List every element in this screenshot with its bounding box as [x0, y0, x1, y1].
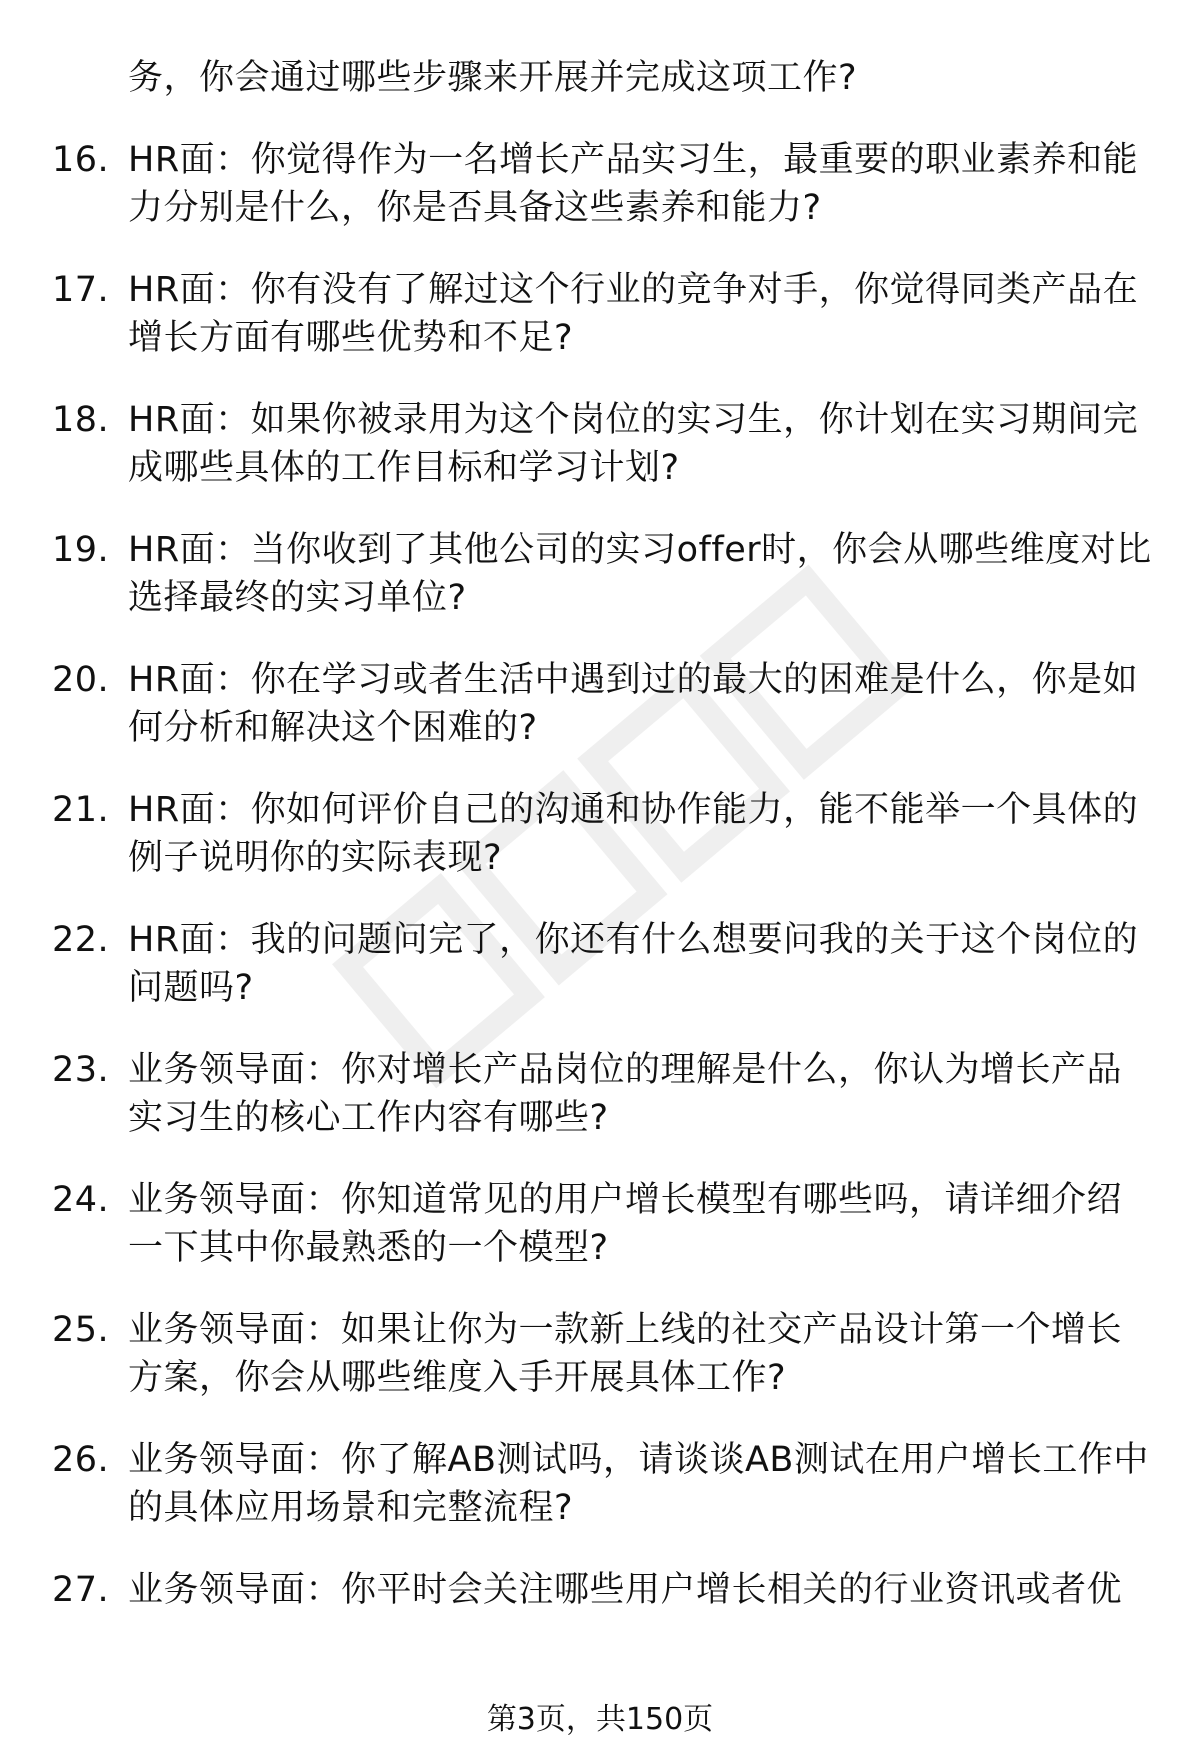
question-number: 26.	[52, 1440, 110, 1480]
page-footer: 第3页，共150页	[486, 1702, 714, 1737]
question-text: 务，你会通过哪些步骤来开展并完成这项工作?	[128, 58, 858, 98]
question-text: HR面：你觉得作为一名增长产品实习生，最重要的职业素养和能力分别是什么，你是否具备这些素养和能力?	[128, 140, 1139, 228]
question-number: 27.	[52, 1570, 110, 1610]
question-number: 19.	[52, 530, 110, 570]
list-item	[52, 656, 1152, 752]
question-number: 22.	[52, 920, 110, 960]
question-text: 业务领导面：你了解AB测试吗，请谈谈AB测试在用户增长工作中的具体应用场景和完整流程?	[128, 1440, 1149, 1528]
question-text: HR面：你如何评价自己的沟通和协作能力，能不能举一个具体的例子说明你的实际表现?	[128, 790, 1139, 878]
list-item	[52, 1306, 1152, 1402]
question-text: HR面：当你收到了其他公司的实习offer时，你会从哪些维度对比选择最终的实习单位?	[128, 530, 1152, 618]
list-item	[52, 1566, 1152, 1614]
question-text: HR面：我的问题问完了，你还有什么想要问我的关于这个岗位的问题吗?	[128, 920, 1139, 1008]
continued-question	[52, 54, 1152, 102]
list-item	[52, 526, 1152, 622]
question-number: 21.	[52, 790, 110, 830]
list-item	[52, 1046, 1152, 1142]
list-item	[52, 136, 1152, 232]
question-text: 业务领导面：你平时会关注哪些用户增长相关的行业资讯或者优	[128, 1570, 1123, 1610]
question-text: 业务领导面：你知道常见的用户增长模型有哪些吗，请详细介绍一下其中你最熟悉的一个模型?	[128, 1180, 1123, 1268]
question-number: 25.	[52, 1310, 110, 1350]
question-text: HR面：如果你被录用为这个岗位的实习生，你计划在实习期间完成哪些具体的工作目标和学习计划?	[128, 400, 1139, 488]
list-item	[52, 1176, 1152, 1272]
list-item	[52, 266, 1152, 362]
list-item	[52, 1436, 1152, 1532]
question-list-container	[52, 54, 1152, 1648]
question-number: 23.	[52, 1050, 110, 1090]
question-text: 业务领导面：你对增长产品岗位的理解是什么，你认为增长产品实习生的核心工作内容有哪些?	[128, 1050, 1123, 1138]
list-item	[52, 916, 1152, 1012]
list-item	[52, 786, 1152, 882]
question-number: 16.	[52, 140, 110, 180]
question-text: HR面：你在学习或者生活中遇到过的最大的困难是什么，你是如何分析和解决这个困难的?	[128, 660, 1139, 748]
question-text: HR面：你有没有了解过这个行业的竞争对手，你觉得同类产品在增长方面有哪些优势和不足?	[128, 270, 1139, 358]
question-list	[52, 54, 1152, 1614]
question-number: 17.	[52, 270, 110, 310]
list-item	[52, 396, 1152, 492]
question-text: 业务领导面：如果让你为一款新上线的社交产品设计第一个增长方案，你会从哪些维度入手开展具体工作?	[128, 1310, 1123, 1398]
question-number: 20.	[52, 660, 110, 700]
question-number: 24.	[52, 1180, 110, 1220]
question-number: 18.	[52, 400, 110, 440]
